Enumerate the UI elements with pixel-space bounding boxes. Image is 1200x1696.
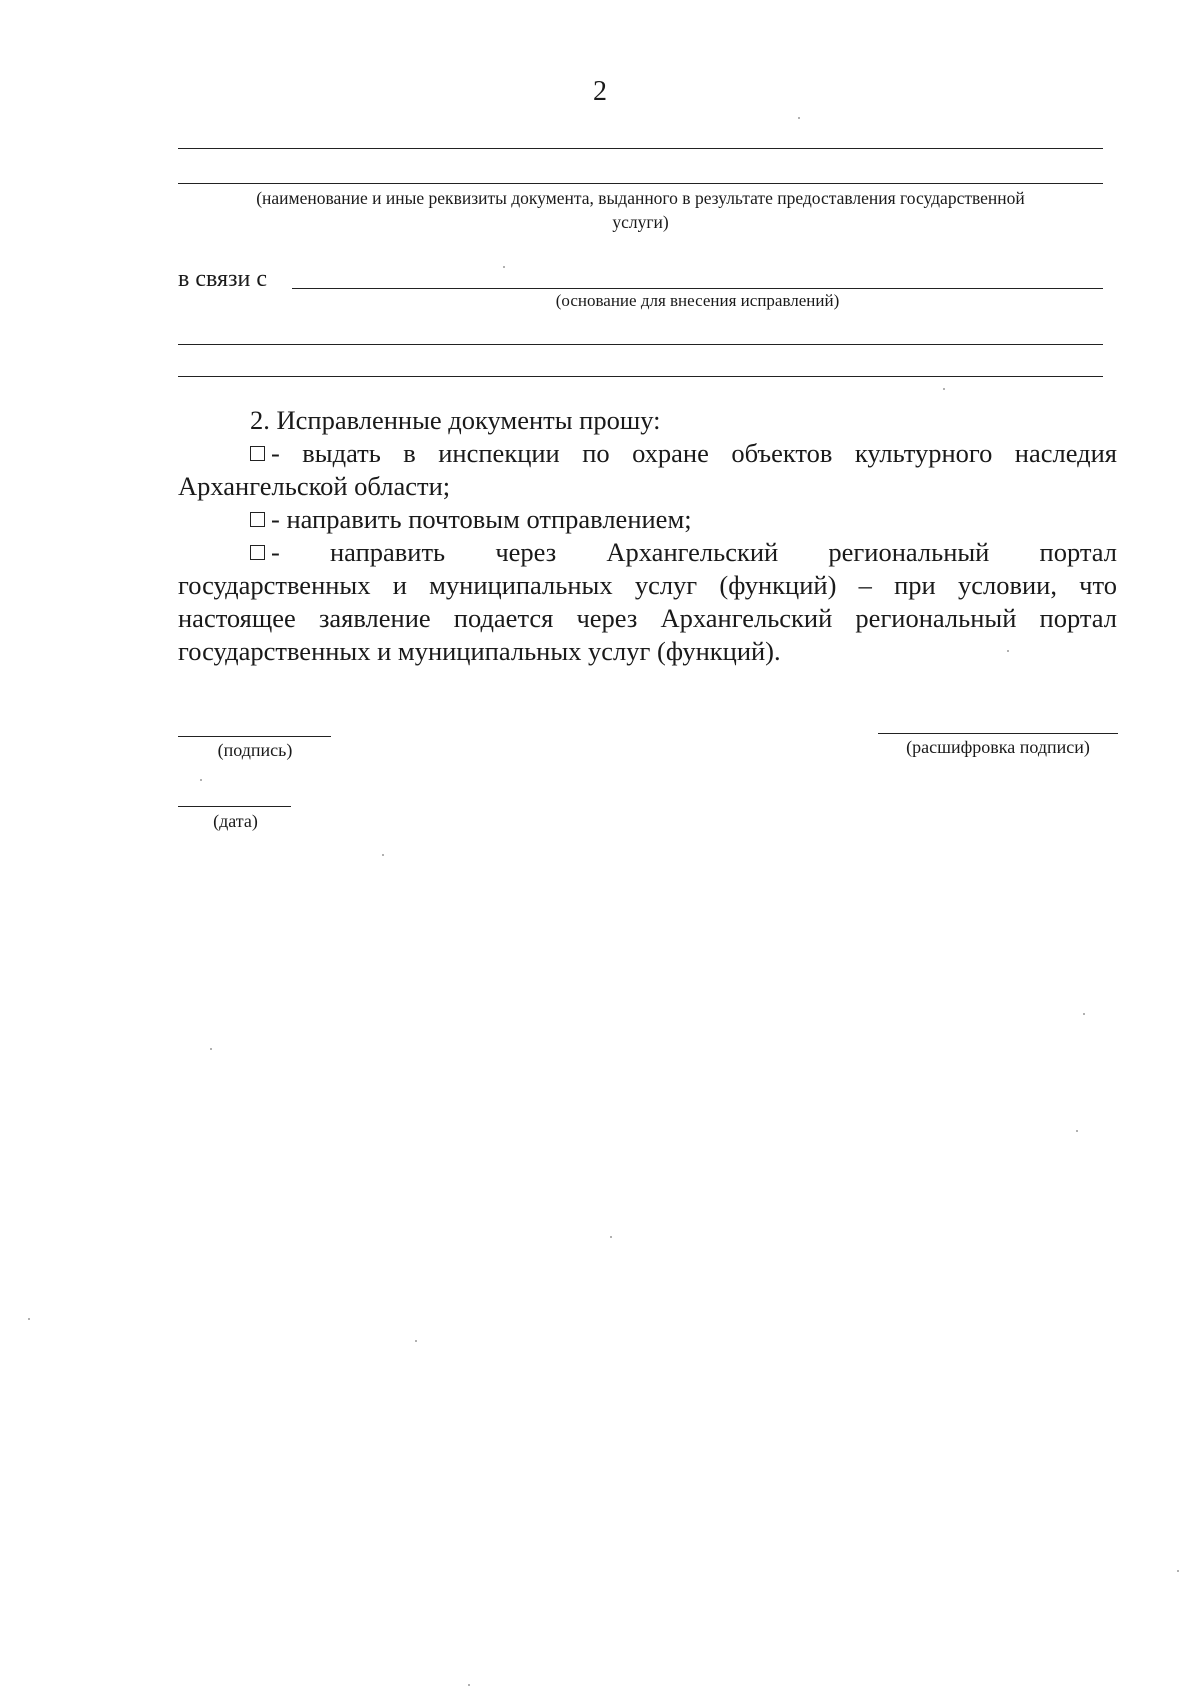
option2 [250, 503, 692, 536]
scan-speck [610, 1236, 612, 1238]
option1-text-line-1: - выдать в инспекции по охране объектов культурного наследия [271, 438, 1117, 468]
document-name-line-2 [178, 183, 1103, 184]
signature-decoding-caption: (расшифровка подписи) [906, 737, 1090, 757]
signature-line [178, 736, 331, 737]
document-caption-line-2: услуги) [612, 212, 669, 232]
in-connection-label: в связи с [178, 266, 268, 292]
scan-speck [200, 779, 202, 781]
scan-speck [943, 388, 945, 390]
scan-speck [1083, 1013, 1085, 1015]
reason-caption: (основание для внесения исправлений) [555, 291, 840, 310]
document-caption [178, 186, 1103, 234]
reason-extra-line-1 [178, 344, 1103, 345]
option3-line-3: настоящее заявление подается через Архангельский региональный портал [178, 603, 1117, 633]
scan-speck [503, 266, 505, 268]
option3-line-4: государственных и муниципальных услуг (функций). [178, 636, 781, 666]
option3-line-1 [250, 536, 1117, 569]
scan-speck [798, 117, 800, 119]
checkbox-icon[interactable] [250, 446, 265, 461]
page-number: 2 [593, 76, 607, 107]
document-name-line-1 [178, 148, 1103, 149]
scan-speck [1177, 1570, 1179, 1572]
scan-speck [415, 1340, 417, 1342]
scan-speck [210, 1048, 212, 1050]
option3-line-2: государственных и муниципальных услуг (функций) – при условии, что [178, 570, 1117, 600]
signature-caption: (подпись) [217, 740, 293, 760]
checkbox-icon[interactable] [250, 545, 265, 560]
scan-speck [28, 1318, 30, 1320]
scan-speck [1076, 1130, 1078, 1132]
signature-decoding-line [878, 733, 1118, 734]
section2-heading: 2. Исправленные документы прошу: [250, 405, 661, 435]
option2-text: - направить почтовым отправлением; [271, 504, 692, 534]
scan-speck [382, 854, 384, 856]
option3-text-line-1: - направить через Архангельский региональный портал [271, 537, 1117, 567]
checkbox-icon[interactable] [250, 512, 265, 527]
option1-line-2: Архангельской области; [178, 471, 451, 501]
scan-speck [1007, 650, 1009, 652]
scan-speck [468, 1684, 470, 1686]
reason-extra-line-2 [178, 376, 1103, 377]
document-caption-line-1: (наименование и иные реквизиты документа, выданного в результате предоставления государственной [256, 188, 1025, 208]
date-line [178, 806, 291, 807]
date-caption: (дата) [213, 811, 258, 831]
option1-line-1 [250, 437, 1117, 470]
